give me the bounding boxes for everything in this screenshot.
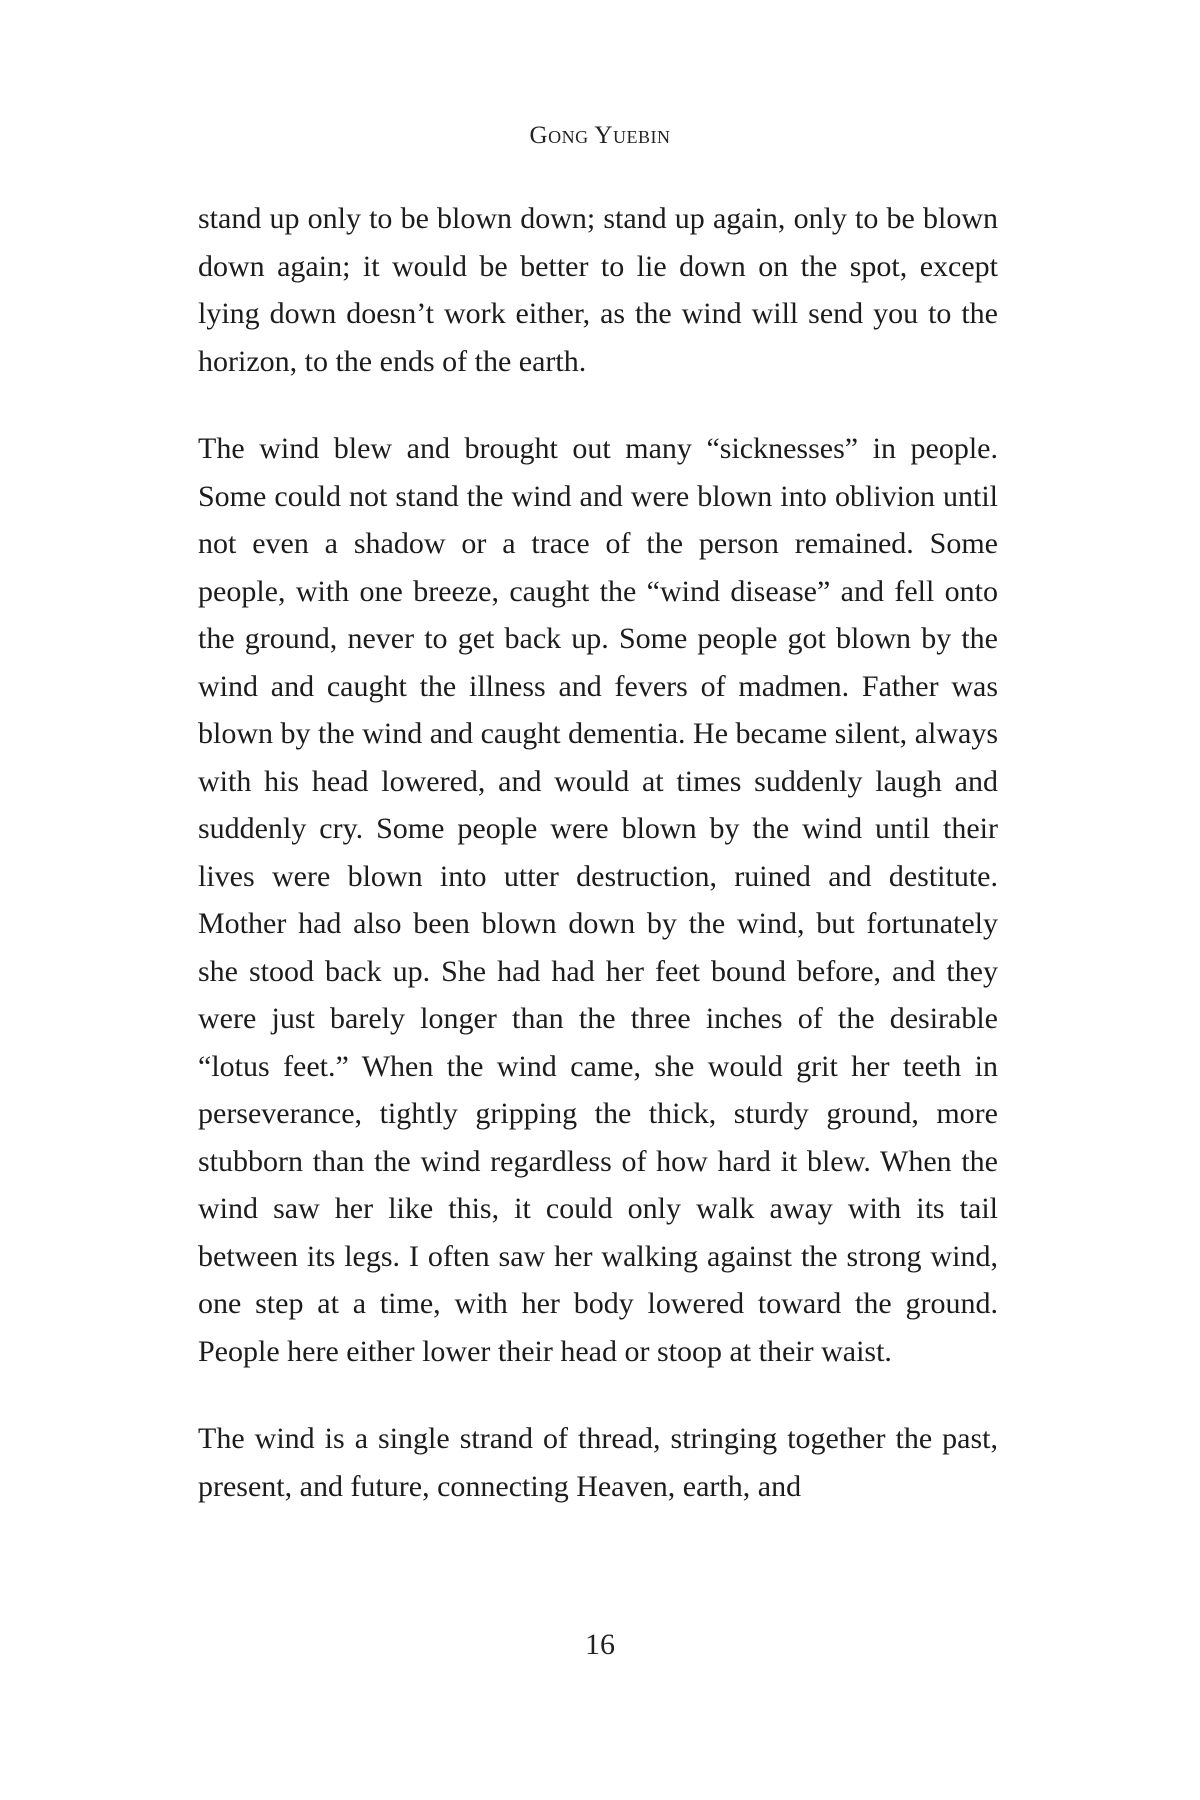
running-head: Gong Yuebin xyxy=(529,122,671,149)
paragraph-1: stand up only to be blown down; stand up again, only to be blown down again; it would be better to lie down on the spot, except lying down doesn’t work either, as the wind will send you to the horizon, to the ends of the earth. xyxy=(198,202,998,378)
paragraph-2: The wind blew and brought out many “sicknesses” in people. Some could not stand the wind and were blown into oblivion until not even a shadow or a trace of the person remained. Some people, with one breeze, caught the “wind disease” and fell onto the ground, never to get back up. Some people got blown by the wind and caught the illness and fevers of madmen. Father was blown by the wind and caught dementia. He became silent, always with his head lowered, and would at times suddenly laugh and suddenly cry. Some people were blown by the wind until their lives were blown into utter destruction, ruined and destitute. Mother had also been blown down by the wind, but fortunately she stood back up. She had had her feet bound before, and they were just barely longer than the three inches of the desirable “lotus feet.” When the wind came, she would grit her teeth in perseverance, tightly gripping the thick, sturdy ground, more stubborn than the wind regardless of how hard it blew. When the wind saw her like this, it could only walk away with its tail between its legs. I often saw her walking against the strong wind, one step at a time, with her body lowered toward the ground. People here either lower their head or stoop at their waist. xyxy=(198,432,998,1368)
paragraph-3: The wind is a single strand of thread, stringing together the past, present, and future, connecting Heaven, earth, and xyxy=(198,1422,998,1503)
page-number: 16 xyxy=(585,1628,615,1661)
body-text xyxy=(198,195,998,1550)
